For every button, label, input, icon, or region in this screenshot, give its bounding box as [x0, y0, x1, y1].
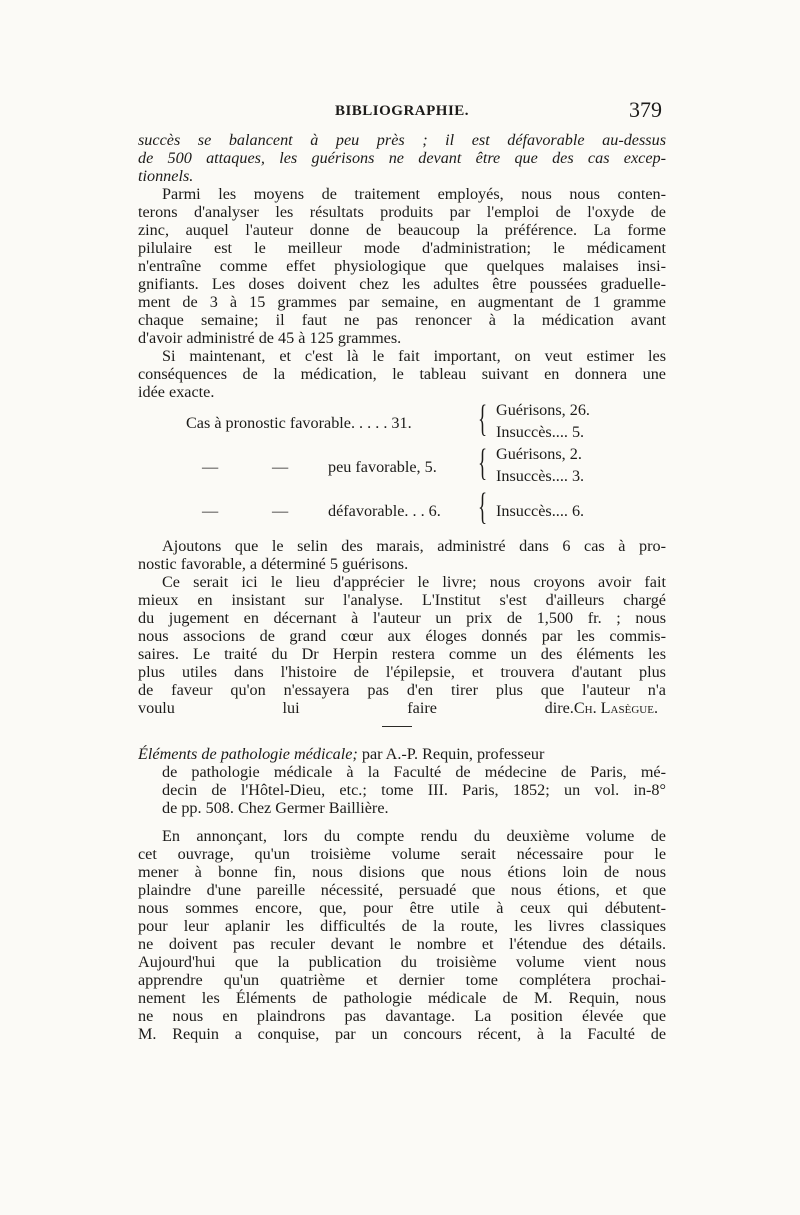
paragraph-5 [138, 573, 666, 717]
running-header [138, 97, 666, 125]
row1-outcome-b: Insuccès.... 5. [496, 423, 585, 441]
text-line: Ce serait ici le lieu d'apprécier le livre; nous croyons avoir fait [162, 573, 666, 591]
running-title: BIBLIOGRAPHIE. [334, 103, 470, 119]
text-line: decin de l'Hôtel-Dieu, etc.; tome III. Paris, 1852; un vol. in-8° [162, 781, 666, 799]
row2-outcome-b: Insuccès.... 3. [496, 467, 585, 485]
text-line: n'entraîne comme effet physiologique que quelques malaises insi- [138, 257, 666, 275]
row3-dash-1: — [202, 502, 219, 520]
text-line: Aujourd'hui que la publication du troisième volume vient nous [138, 953, 666, 971]
row2-outcome-a: Guérisons, 2. [496, 445, 582, 463]
text-line: mieux en insistant sur l'analyse. L'Institut s'est d'ailleurs chargé [138, 591, 666, 609]
paragraph-4 [138, 537, 666, 573]
row3-outcome-a: Insuccès.... 6. [496, 502, 585, 520]
text-fragment: voulu lui faire dire. [138, 699, 574, 717]
text-line: ne doivent pas reculer devant le nombre et l'étendue des détails. [138, 935, 666, 953]
row1-outcome-a: Guérisons, 26. [496, 401, 590, 419]
text-line: plus utiles dans l'histoire de l'épilepsie, et trouvera d'autant plus [138, 663, 666, 681]
author-signature: Ch. Lasègue. [573, 699, 658, 717]
text-line-with-signature [138, 699, 666, 717]
row2-dash-1: — [202, 458, 219, 476]
paragraph-6 [138, 827, 666, 1043]
text-line: tionnels. [138, 167, 194, 185]
brace: { [478, 398, 488, 440]
paragraph-2 [138, 185, 666, 347]
text-line: gnifiants. Les doses doivent chez les adultes être poussées graduelle- [138, 275, 666, 293]
text-line: conséquences de la médication, le tableau suivant en donnera une [138, 365, 666, 383]
text-line: ne nous en plaindrons pas davantage. La position élevée que [138, 1007, 666, 1025]
text-line: du jugement en décernant à l'auteur un prix de 1,500 fr. ; nous [138, 609, 666, 627]
review-citation [138, 745, 666, 817]
brace: { [478, 486, 488, 528]
book-title: Éléments de pathologie médicale; [138, 745, 358, 763]
brace: { [478, 442, 488, 484]
text-line: apprendre qu'un quatrième et dernier tome complétera prochai- [138, 971, 666, 989]
text-line: saires. Le traité du Dr Herpin restera comme un des éléments les [138, 645, 666, 663]
text-line: plaindre d'une pareille nécessité, persuadé que nous étions, et que [138, 881, 666, 899]
paragraph-3 [138, 347, 666, 401]
text-line: pour leur aplanir les difficultés de la route, les livres classiques [138, 917, 666, 935]
text-line: de 500 attaques, les guérisons ne devant être que des cas excep- [138, 149, 666, 167]
row3-label: défavorable. . . 6. [328, 502, 441, 520]
text-line: Si maintenant, et c'est là le fait important, on veut estimer les [162, 347, 666, 365]
text-line: cet ouvrage, qu'un troisième volume serait nécessaire pour le [138, 845, 666, 863]
text-line: mener à bonne fin, nous disions que nous étions loin de nous [138, 863, 666, 881]
paragraph-1 [138, 131, 666, 185]
row2-label: peu favorable, 5. [328, 458, 437, 476]
text-line: d'avoir administré de 45 à 125 grammes. [138, 329, 402, 347]
section-divider [382, 726, 412, 727]
page-number: 379 [629, 97, 662, 122]
text-line: nostic favorable, a déterminé 5 guérisons. [138, 555, 409, 573]
text-line: ment de 3 à 15 grammes par semaine, en augmentant de 1 gramme [138, 293, 666, 311]
text-line: En annonçant, lors du compte rendu du deuxième volume de [162, 827, 666, 845]
text-line [138, 745, 666, 763]
row3-dash-2: — [272, 502, 289, 520]
text-line: terons d'analyser les résultats produits par l'emploi de l'oxyde de [138, 203, 666, 221]
text-line: pilulaire est le meilleur mode d'administration; le médicament [138, 239, 666, 257]
text-line: zinc, auquel l'auteur donne de beaucoup la préférence. La forme [138, 221, 666, 239]
text-line: de pathologie médicale à la Faculté de médecine de Paris, mé- [162, 763, 666, 781]
text-line: M. Requin a conquise, par un concours récent, à la Faculté de [138, 1025, 666, 1043]
citation-fragment: par A.-P. Requin, professeur [361, 745, 545, 763]
text-line: idée exacte. [138, 383, 215, 401]
text-line: succès se balancent à peu près ; il est défavorable au-dessus [138, 131, 666, 149]
row1-label: Cas à pronostic favorable. . . . . 31. [186, 414, 412, 432]
text-line: nous sommes encore, que, pour être utile à ceux qui débutent- [138, 899, 666, 917]
text-line: nous associons de grand cœur aux éloges donnés par les commis- [138, 627, 666, 645]
text-line: nement les Éléments de pathologie médicale de M. Requin, nous [138, 989, 666, 1007]
row2-dash-2: — [272, 458, 289, 476]
text-line: de faveur qu'on n'essayera pas d'en tirer plus que l'auteur n'a [138, 681, 666, 699]
text-line: Parmi les moyens de traitement employés, nous nous conten- [162, 185, 666, 203]
text-line: de pp. 508. Chez Germer Baillière. [162, 799, 389, 817]
text-line: chaque semaine; il faut ne pas renoncer à la médication avant [138, 311, 666, 329]
results-table [138, 398, 666, 528]
text-line: Ajoutons que le selin des marais, administré dans 6 cas à pro- [162, 537, 666, 555]
